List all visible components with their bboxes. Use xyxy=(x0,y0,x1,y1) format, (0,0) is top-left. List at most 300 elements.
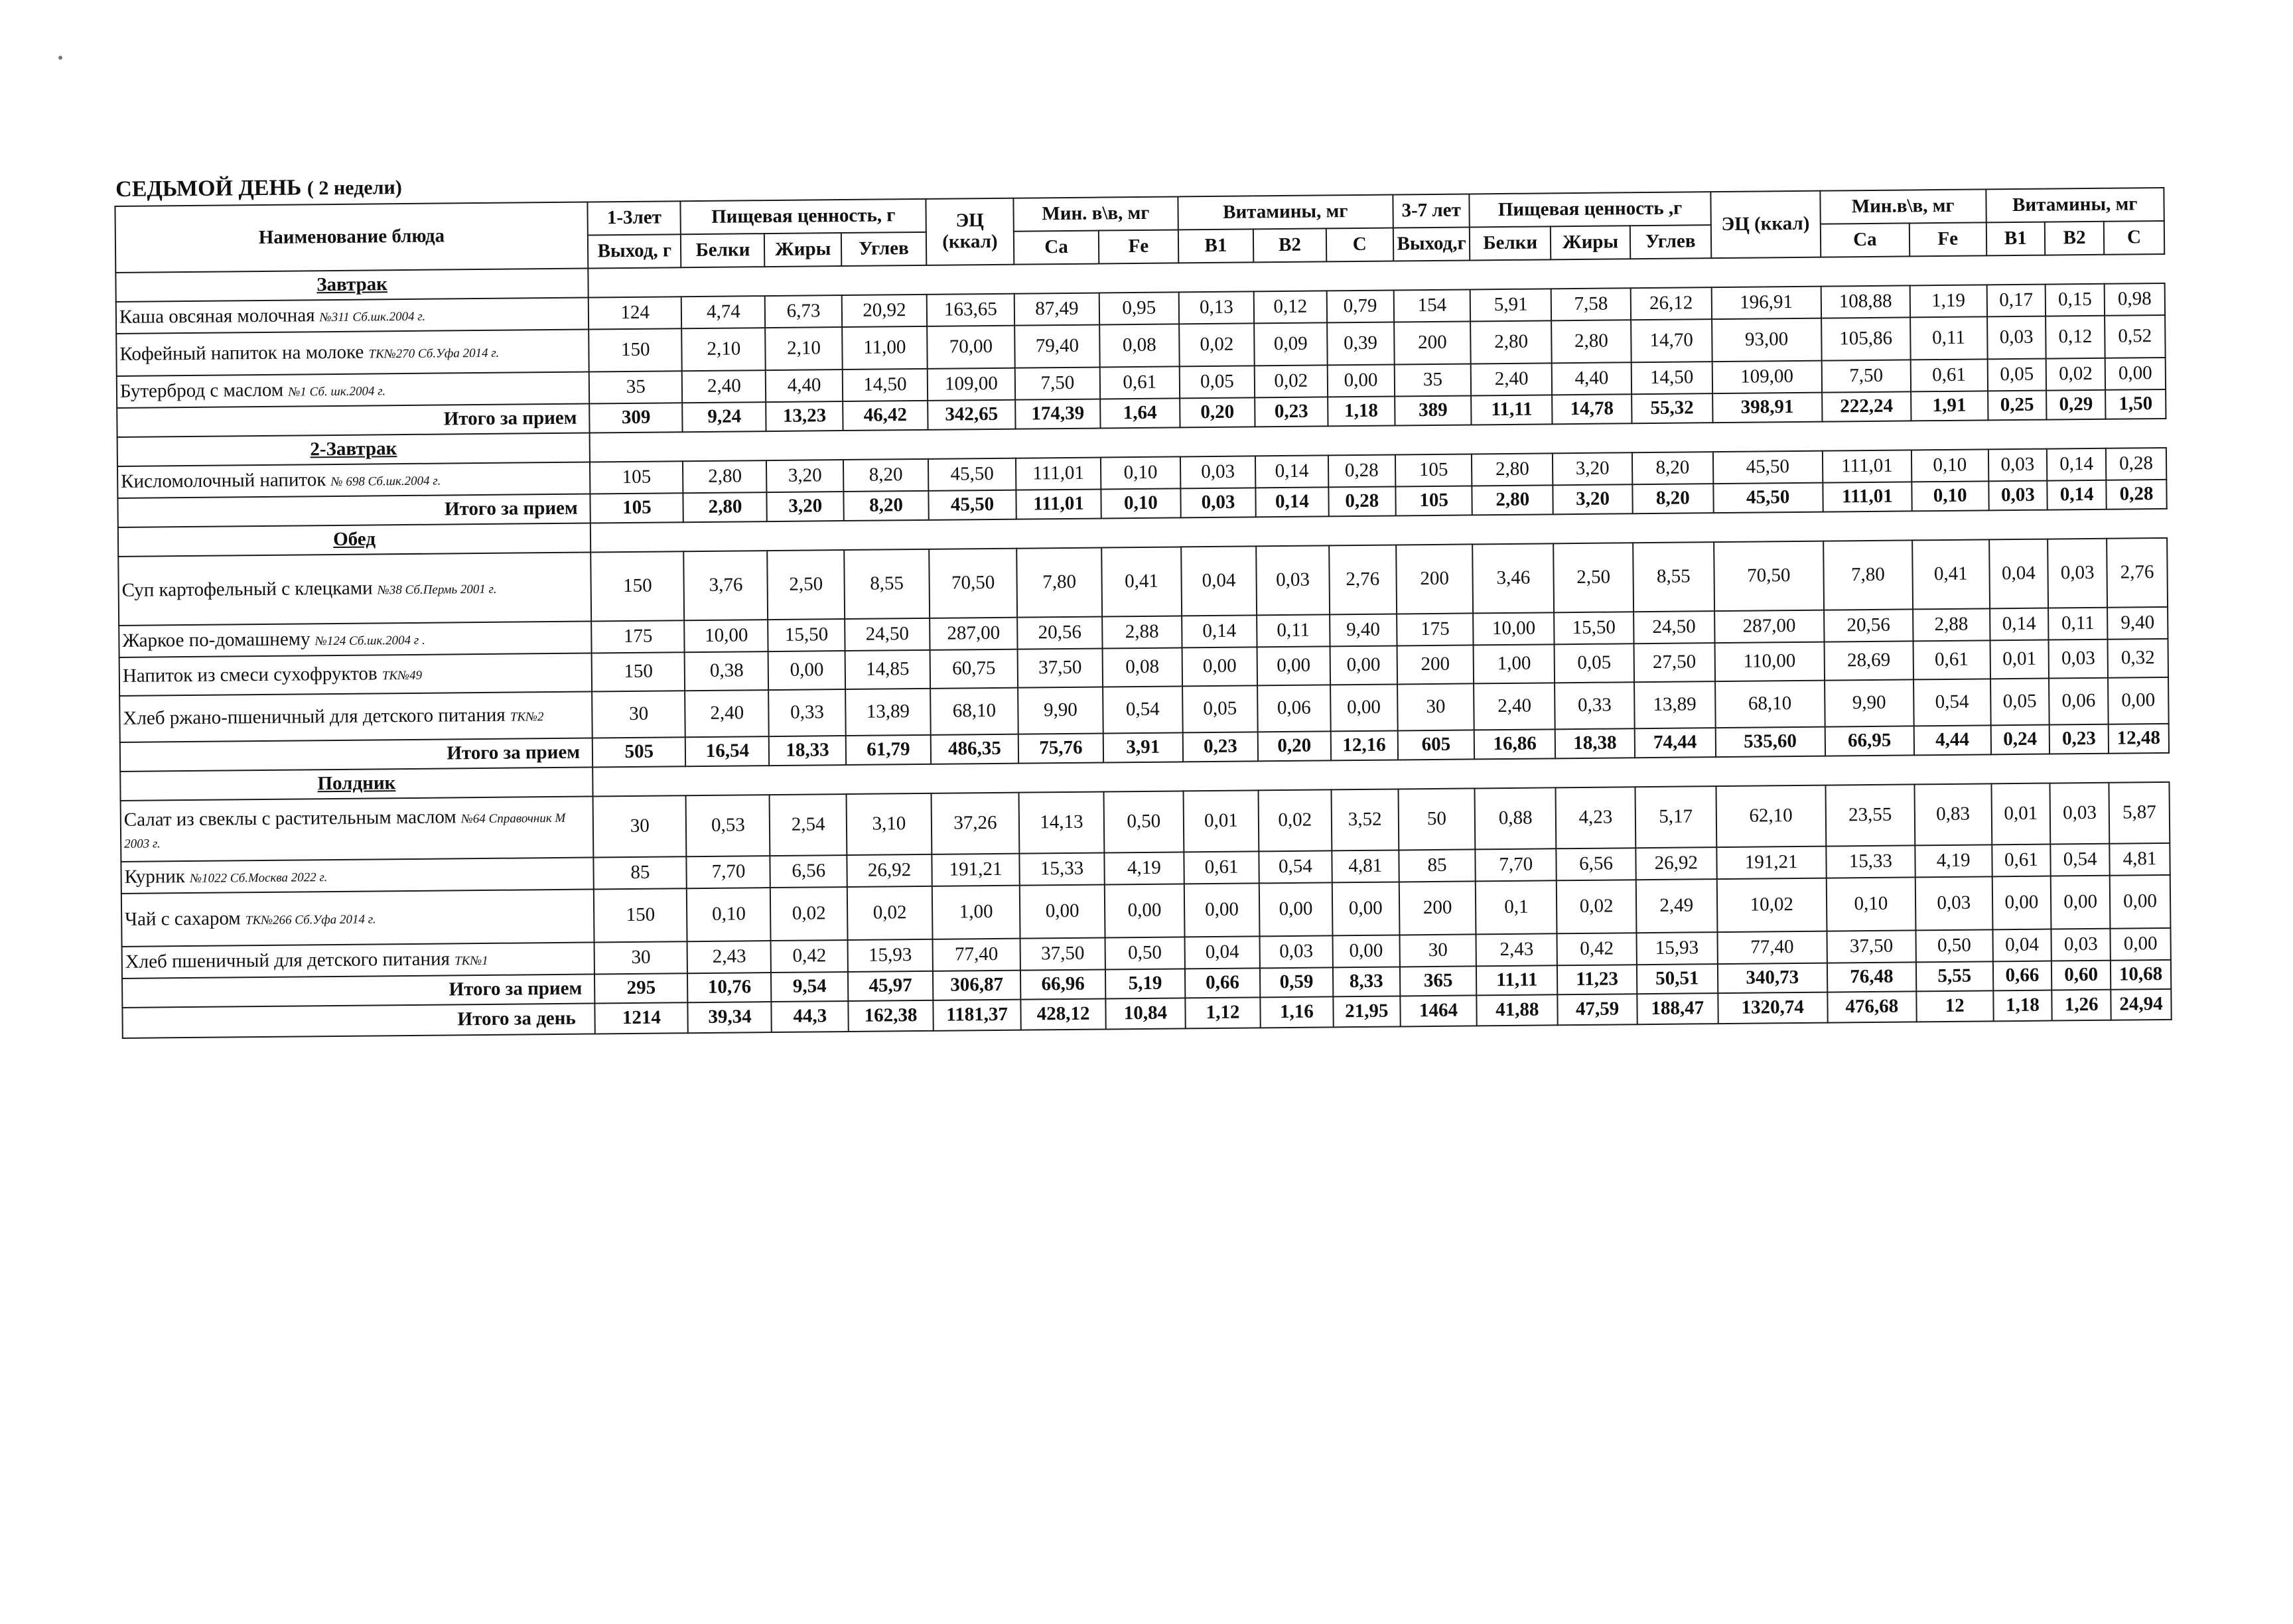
cell-output: 150 xyxy=(594,888,687,942)
dish-cell xyxy=(121,796,594,861)
cell-carbs: 15,93 xyxy=(847,939,932,972)
dish-name: Суп картофельный с клецками xyxy=(121,577,373,602)
header-b1: В1 xyxy=(1178,229,1254,263)
cell-b1: 0,03 xyxy=(1180,456,1256,488)
cell-b2: 0,54 xyxy=(1259,850,1332,883)
cell-carbs-2: 2,49 xyxy=(1636,879,1718,933)
total-b2: 0,14 xyxy=(1256,487,1329,517)
cell-ca: 111,01 xyxy=(1016,458,1101,490)
cell-carbs: 14,50 xyxy=(843,369,928,401)
cell-c: 0,00 xyxy=(1330,684,1398,731)
cell-b1-2: 0,00 xyxy=(1992,876,2051,930)
cell-energy-2: 10,02 xyxy=(1716,878,1827,932)
dish-source: ТК№2 xyxy=(510,710,544,724)
total-c-2: 12,48 xyxy=(2109,724,2169,754)
total-carbs-2: 50,51 xyxy=(1637,964,1718,994)
cell-ca-2: 23,55 xyxy=(1825,784,1915,846)
cell-carbs-2: 27,50 xyxy=(1633,643,1714,682)
cell-carbs: 8,20 xyxy=(843,459,928,492)
dish-source: № 698 Сб.шк.2004 г. xyxy=(330,474,441,490)
cell-output: 105 xyxy=(590,461,683,494)
cell-ca: 87,49 xyxy=(1014,293,1099,326)
section-title: Полдник xyxy=(120,767,592,800)
dish-source: №38 Сб.Пермь 2001 г. xyxy=(377,582,497,598)
total-energy: 306,87 xyxy=(933,971,1020,1000)
header-c: С xyxy=(1326,228,1393,262)
cell-output: 150 xyxy=(592,652,685,691)
total-fat-2: 14,78 xyxy=(1552,394,1632,424)
cell-c-2: 0,00 xyxy=(2108,677,2169,724)
cell-carbs: 26,92 xyxy=(847,854,932,887)
cell-b2-2: 0,03 xyxy=(2048,539,2107,608)
total-b1: 0,23 xyxy=(1182,732,1258,762)
dish-cell xyxy=(118,553,591,626)
cell-b2: 0,00 xyxy=(1257,646,1330,685)
cell-ca: 0,00 xyxy=(1020,884,1105,938)
total-b1-2: 0,66 xyxy=(1992,961,2051,991)
cell-fe: 0,08 xyxy=(1103,647,1182,687)
cell-fat: 4,40 xyxy=(766,370,843,402)
header-protein: Белки xyxy=(681,234,764,267)
cell-fat: 2,10 xyxy=(766,327,843,370)
cell-ca-2: 28,69 xyxy=(1824,641,1913,680)
cell-c: 0,00 xyxy=(1332,935,1400,967)
header-output-2: Выход,г xyxy=(1393,227,1470,261)
header-energy-label: ЭЦ xyxy=(955,210,984,232)
cell-fe-2: 0,41 xyxy=(1912,539,1990,609)
cell-output-2: 35 xyxy=(1394,364,1471,396)
total-b2: 0,20 xyxy=(1258,731,1331,761)
cell-output: 30 xyxy=(593,795,687,857)
dish-name: Чай с сахаром xyxy=(125,908,241,931)
dish-source: №1 Сб. шк.2004 г. xyxy=(288,384,386,399)
cell-fe: 0,50 xyxy=(1104,791,1184,852)
cell-output: 175 xyxy=(591,620,685,653)
cell-energy-2: 45,50 xyxy=(1713,451,1823,484)
header-energy-2: ЭЦ (ккал) xyxy=(1710,191,1821,258)
total-protein-2: 11,11 xyxy=(1476,965,1557,995)
total-fe: 3,91 xyxy=(1103,732,1183,762)
dish-name: Жаркое по-домашнему xyxy=(122,628,311,652)
cell-b2: 0,03 xyxy=(1256,545,1329,615)
cell-fat: 0,02 xyxy=(770,887,847,941)
cell-fe-2: 0,54 xyxy=(1913,679,1990,726)
cell-fe-2: 0,10 xyxy=(1911,449,1988,482)
day-total-carbs: 162,38 xyxy=(848,1000,933,1032)
cell-protein-2: 2,40 xyxy=(1471,363,1552,395)
cell-fat-2: 2,50 xyxy=(1553,543,1633,612)
total-output-2: 105 xyxy=(1395,486,1472,515)
total-fat: 13,23 xyxy=(766,401,843,431)
cell-b1: 0,04 xyxy=(1184,936,1260,969)
dish-name: Хлеб ржано-пшеничный для детского питания xyxy=(123,705,506,730)
cell-carbs-2: 14,50 xyxy=(1632,362,1712,394)
header-b2-2: В2 xyxy=(2045,222,2104,255)
total-protein-2: 2,80 xyxy=(1472,485,1553,515)
cell-b2-2: 0,12 xyxy=(2046,316,2105,359)
cell-b2-2: 0,03 xyxy=(2051,929,2111,961)
total-carbs-2: 55,32 xyxy=(1632,393,1712,423)
header-fat-2: Жиры xyxy=(1551,226,1630,259)
cell-protein: 2,80 xyxy=(683,460,766,493)
total-carbs: 8,20 xyxy=(843,491,928,521)
header-nutr-value-2: Пищевая ценность ,г xyxy=(1470,192,1711,227)
header-age-3-7: 3-7 лет xyxy=(1393,194,1470,228)
cell-c: 0,28 xyxy=(1328,454,1396,487)
cell-b2-2: 0,15 xyxy=(2046,284,2105,316)
day-total-b1-2: 1,18 xyxy=(1993,990,2052,1022)
cell-b2: 0,14 xyxy=(1255,455,1328,488)
cell-carbs: 14,85 xyxy=(845,650,930,689)
total-b1: 0,03 xyxy=(1180,488,1256,517)
cell-fat: 0,00 xyxy=(768,651,845,690)
cell-fat: 0,42 xyxy=(771,940,848,973)
cell-energy: 68,10 xyxy=(930,688,1018,735)
cell-energy: 163,65 xyxy=(927,294,1015,326)
total-energy-2: 398,91 xyxy=(1712,393,1823,423)
meal-total-label: Итого за прием xyxy=(117,404,589,437)
header-minerals-2: Мин.в\в, мг xyxy=(1820,189,1986,224)
total-c: 12,16 xyxy=(1330,730,1398,760)
dish-cell xyxy=(117,372,590,408)
cell-b1: 0,02 xyxy=(1179,323,1255,366)
cell-energy-2: 287,00 xyxy=(1714,610,1825,643)
cell-energy: 45,50 xyxy=(928,458,1016,491)
total-b2-2: 0,14 xyxy=(2048,480,2107,510)
total-c: 1,18 xyxy=(1328,396,1395,426)
dish-source: №1022 Сб.Москва 2022 г. xyxy=(190,870,328,886)
total-output-2: 389 xyxy=(1395,395,1472,425)
cell-b2: 0,12 xyxy=(1254,291,1327,323)
header-fe-2: Fe xyxy=(1910,222,1986,256)
cell-fe: 0,08 xyxy=(1099,324,1179,367)
cell-protein: 0,53 xyxy=(686,795,770,856)
cell-c: 9,40 xyxy=(1330,614,1397,646)
dish-cell xyxy=(122,942,595,978)
total-fat-2: 18,38 xyxy=(1555,728,1635,758)
cell-protein-2: 1,00 xyxy=(1474,644,1555,683)
cell-fe-2: 0,83 xyxy=(1914,783,1991,845)
header-b2: В2 xyxy=(1253,228,1326,262)
header-vitamins-2: Витамины, мг xyxy=(1986,188,2164,222)
cell-carbs-2: 26,92 xyxy=(1635,847,1716,880)
cell-fe: 0,95 xyxy=(1099,292,1179,324)
total-protein: 2,80 xyxy=(683,492,767,522)
cell-fe-2: 0,61 xyxy=(1911,359,1988,391)
total-ca-2: 222,24 xyxy=(1822,391,1911,421)
cell-protein: 7,70 xyxy=(687,856,770,888)
cell-c-2: 9,40 xyxy=(2107,607,2168,640)
menu-sheet xyxy=(114,155,2172,1039)
day-total-protein-2: 41,88 xyxy=(1477,994,1558,1026)
total-output-2: 365 xyxy=(1400,966,1477,996)
total-b2: 0,23 xyxy=(1255,397,1328,427)
section-title: 2-Завтрак xyxy=(117,433,590,466)
cell-protein-2: 2,80 xyxy=(1472,453,1553,486)
cell-protein: 0,38 xyxy=(685,651,768,691)
day-total-output-2: 1464 xyxy=(1400,995,1477,1026)
cell-fe: 0,10 xyxy=(1101,456,1180,489)
menu-table xyxy=(114,187,2172,1039)
dish-cell xyxy=(119,691,592,742)
total-output: 505 xyxy=(592,737,686,767)
cell-output-2: 105 xyxy=(1395,454,1472,486)
cell-fe-2: 0,61 xyxy=(1913,640,1990,679)
dish-name: Бутерброд с маслом xyxy=(119,379,284,403)
cell-b1: 0,05 xyxy=(1179,366,1255,398)
total-energy-2: 340,73 xyxy=(1718,963,1828,993)
header-age-1-3: 1-3лет xyxy=(588,201,681,235)
cell-b2-2: 0,02 xyxy=(2046,358,2105,391)
day-total-energy-2: 1320,74 xyxy=(1718,992,1828,1024)
day-total-b2: 1,16 xyxy=(1261,996,1334,1028)
cell-energy: 70,50 xyxy=(929,549,1017,618)
dish-cell xyxy=(119,621,592,657)
cell-b1: 0,05 xyxy=(1182,685,1258,732)
total-output: 295 xyxy=(594,973,688,1003)
cell-output-2: 85 xyxy=(1399,849,1476,882)
cell-ca: 9,90 xyxy=(1018,687,1103,734)
cell-c-2: 2,76 xyxy=(2107,538,2168,608)
cell-fat: 0,33 xyxy=(768,689,845,736)
cell-fat-2: 7,58 xyxy=(1551,288,1631,320)
cell-b1-2: 0,03 xyxy=(1988,449,2047,482)
cell-protein-2: 7,70 xyxy=(1476,848,1557,881)
header-minerals: Мин. в\в, мг xyxy=(1013,196,1178,231)
cell-c-2: 0,98 xyxy=(2105,283,2165,316)
header-ca-2: Ca xyxy=(1821,223,1910,257)
cell-carbs-2: 5,17 xyxy=(1635,786,1716,848)
dish-cell xyxy=(116,298,589,334)
total-b1-2: 0,24 xyxy=(1990,725,2050,755)
cell-fe-2: 0,03 xyxy=(1915,876,1992,930)
total-energy: 486,35 xyxy=(931,734,1018,764)
cell-c: 2,76 xyxy=(1329,545,1397,614)
cell-b1-2: 0,05 xyxy=(1987,359,2046,391)
cell-energy: 191,21 xyxy=(932,854,1020,886)
cell-fe-2: 1,19 xyxy=(1910,285,1987,317)
cell-fe-2: 0,50 xyxy=(1915,929,1992,962)
cell-ca-2: 15,33 xyxy=(1826,845,1915,878)
cell-fe-2: 2,88 xyxy=(1913,608,1990,641)
cell-c-2: 0,32 xyxy=(2107,639,2168,678)
cell-output: 30 xyxy=(592,691,685,738)
cell-ca: 7,50 xyxy=(1015,368,1100,400)
cell-output-2: 154 xyxy=(1393,289,1470,322)
cell-b1: 0,00 xyxy=(1184,883,1259,937)
cell-b2-2: 0,54 xyxy=(2051,844,2110,876)
cell-c: 3,52 xyxy=(1331,789,1399,850)
total-fat: 18,33 xyxy=(769,736,846,766)
cell-protein-2: 10,00 xyxy=(1473,612,1554,645)
dish-source: №124 Сб.шк.2004 г . xyxy=(314,634,425,649)
cell-ca: 20,56 xyxy=(1017,617,1102,649)
cell-output-2: 200 xyxy=(1394,321,1471,364)
total-output: 105 xyxy=(591,493,684,523)
cell-energy: 109,00 xyxy=(928,368,1016,401)
header-vitamins: Витамины, мг xyxy=(1178,195,1393,230)
cell-carbs-2: 26,12 xyxy=(1631,287,1712,320)
cell-carbs: 8,55 xyxy=(844,549,930,619)
cell-protein: 2,10 xyxy=(682,328,766,371)
dish-cell xyxy=(121,857,594,893)
cell-fat-2: 2,80 xyxy=(1551,320,1631,363)
cell-fat: 15,50 xyxy=(768,619,845,651)
header-dish-name: Наименование блюда xyxy=(115,202,588,273)
cell-protein: 2,43 xyxy=(687,941,771,973)
dish-cell xyxy=(121,889,594,946)
total-c: 0,28 xyxy=(1328,486,1396,516)
meal-total-label: Итого за прием xyxy=(117,494,590,527)
cell-b1-2: 0,01 xyxy=(1991,783,2051,845)
day-total-output: 1214 xyxy=(595,1002,689,1034)
cell-energy: 37,26 xyxy=(931,793,1019,854)
dish-name: Курник xyxy=(124,866,186,888)
cell-energy-2: 70,50 xyxy=(1714,541,1824,611)
cell-carbs: 11,00 xyxy=(842,326,928,370)
total-fat-2: 11,23 xyxy=(1557,965,1637,994)
total-fe: 1,64 xyxy=(1100,398,1180,428)
day-total-label: Итого за день xyxy=(122,1003,595,1038)
total-fat: 9,54 xyxy=(771,972,848,1002)
cell-c-2: 5,87 xyxy=(2109,782,2170,844)
dish-source: ТК№266 Сб.Уфа 2014 г. xyxy=(245,912,376,928)
cell-energy-2: 77,40 xyxy=(1717,931,1827,964)
total-energy: 342,65 xyxy=(928,400,1015,430)
cell-ca: 79,40 xyxy=(1014,325,1100,368)
dish-name: Каша овсяная молочная xyxy=(119,304,315,328)
cell-b2-2: 0,00 xyxy=(2051,876,2110,929)
total-b2-2: 0,29 xyxy=(2046,390,2105,420)
cell-carbs-2: 14,70 xyxy=(1631,319,1712,362)
header-fat: Жиры xyxy=(764,233,841,267)
cell-protein-2: 2,40 xyxy=(1474,683,1555,730)
cell-fat-2: 4,40 xyxy=(1552,362,1632,395)
total-ca: 75,76 xyxy=(1018,734,1103,764)
cell-protein-2: 0,1 xyxy=(1476,880,1557,934)
day-total-fat-2: 47,59 xyxy=(1557,994,1637,1025)
day-total-fe: 10,84 xyxy=(1105,998,1185,1029)
total-fe: 5,19 xyxy=(1105,969,1185,998)
cell-fat-2: 0,33 xyxy=(1555,682,1634,729)
cell-c: 4,81 xyxy=(1332,850,1399,882)
menu-body xyxy=(115,254,2171,1038)
dish-source: №311 Сб.шк.2004 г. xyxy=(319,310,426,325)
total-fe: 0,10 xyxy=(1101,488,1180,518)
cell-output: 150 xyxy=(589,328,682,372)
cell-output-2: 200 xyxy=(1397,645,1474,684)
cell-ca-2: 111,01 xyxy=(1823,450,1912,482)
header-nutr-value: Пищевая ценность, г xyxy=(681,199,926,234)
cell-ca-2: 108,88 xyxy=(1821,285,1910,318)
cell-fat: 2,50 xyxy=(768,550,845,620)
cell-fe: 0,61 xyxy=(1100,366,1180,399)
total-fe-2: 0,10 xyxy=(1911,481,1988,511)
cell-energy: 1,00 xyxy=(932,886,1020,939)
cell-b2: 0,00 xyxy=(1259,882,1332,936)
header-protein-2: Белки xyxy=(1470,226,1551,260)
cell-energy-2: 62,10 xyxy=(1716,785,1826,847)
cell-ca-2: 37,50 xyxy=(1827,930,1916,963)
cell-ca: 37,50 xyxy=(1018,649,1103,688)
cell-ca-2: 105,86 xyxy=(1821,317,1911,360)
day-total-energy: 1181,37 xyxy=(933,1000,1021,1031)
cell-energy-2: 196,91 xyxy=(1711,287,1821,319)
cell-b2: 0,09 xyxy=(1254,322,1327,366)
total-c-2: 0,28 xyxy=(2106,480,2166,509)
cell-output: 150 xyxy=(591,551,684,621)
cell-protein-2: 0,88 xyxy=(1475,787,1557,849)
header-carbs-2: Углев xyxy=(1630,225,1711,259)
cell-energy: 287,00 xyxy=(930,618,1018,650)
dish-source: ТК№49 xyxy=(382,669,423,683)
header-energy-unit: (ккал) xyxy=(942,230,998,253)
cell-energy: 77,40 xyxy=(932,939,1020,971)
dish-cell xyxy=(116,330,589,376)
dish-source: ТК№1 xyxy=(454,954,488,969)
total-protein: 10,76 xyxy=(687,973,771,1002)
total-b1-2: 0,03 xyxy=(1988,481,2048,511)
cell-fat-2: 0,05 xyxy=(1555,643,1634,683)
header-energy xyxy=(926,198,1014,265)
total-fe-2: 1,91 xyxy=(1911,391,1988,421)
cell-output-2: 30 xyxy=(1399,934,1476,967)
day-total-ca-2: 476,68 xyxy=(1827,991,1917,1022)
total-ca-2: 76,48 xyxy=(1827,962,1917,992)
cell-energy-2: 191,21 xyxy=(1716,846,1827,879)
cell-b2: 0,02 xyxy=(1259,789,1332,851)
cell-b2: 0,03 xyxy=(1260,935,1333,968)
cell-protein: 4,74 xyxy=(681,296,765,328)
header-fe: Fe xyxy=(1099,230,1178,263)
cell-fat: 3,20 xyxy=(766,460,843,492)
dish-name: Напиток из смеси сухофруктов xyxy=(122,663,378,687)
cell-b2-2: 0,14 xyxy=(2047,448,2106,481)
cell-b2-2: 0,03 xyxy=(2050,783,2110,845)
cell-b2: 0,02 xyxy=(1255,365,1328,397)
dish-name: Кофейный напиток на молоке xyxy=(119,341,364,366)
day-total-c: 21,95 xyxy=(1333,996,1401,1027)
cell-b2-2: 0,06 xyxy=(2049,678,2108,725)
cell-c: 0,00 xyxy=(1332,882,1399,935)
day-total-fat: 44,3 xyxy=(772,1001,849,1032)
cell-b1: 0,61 xyxy=(1184,851,1259,884)
cell-b2-2: 0,03 xyxy=(2049,640,2108,679)
cell-b1-2: 0,04 xyxy=(1992,929,2051,962)
cell-protein-2: 5,91 xyxy=(1470,289,1551,321)
day-total-c-2: 24,94 xyxy=(2111,989,2171,1020)
cell-fe: 0,54 xyxy=(1103,686,1182,733)
cell-ca: 14,13 xyxy=(1019,792,1105,854)
cell-c: 0,39 xyxy=(1327,322,1395,366)
total-protein-2: 16,86 xyxy=(1474,729,1555,759)
cell-ca-2: 7,50 xyxy=(1821,360,1911,392)
dish-source: №64 Справочник М 2003 г. xyxy=(124,811,566,851)
cell-b1: 0,00 xyxy=(1182,647,1257,686)
cell-fe: 4,19 xyxy=(1104,852,1184,884)
cell-b1-2: 0,04 xyxy=(1989,539,2049,609)
cell-b2: 0,11 xyxy=(1257,614,1330,647)
cell-fe: 2,88 xyxy=(1102,616,1182,648)
cell-b1-2: 0,01 xyxy=(1990,640,2049,679)
cell-energy-2: 109,00 xyxy=(1712,361,1822,393)
cell-c: 0,00 xyxy=(1327,365,1395,397)
total-energy-2: 535,60 xyxy=(1715,727,1825,757)
header-ca: Ca xyxy=(1014,231,1099,265)
dish-source: ТК№270 Сб.Уфа 2014 г. xyxy=(368,346,500,362)
cell-b1: 0,01 xyxy=(1183,790,1259,852)
cell-fat-2: 4,23 xyxy=(1556,787,1636,848)
